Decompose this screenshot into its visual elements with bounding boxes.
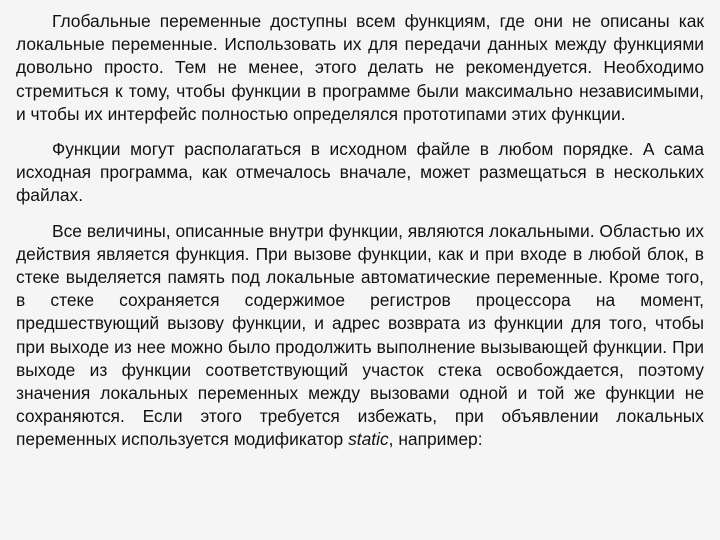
- paragraph-local-variables: [16, 220, 704, 452]
- static-keyword: static: [348, 429, 389, 450]
- document-page: [16, 10, 704, 452]
- paragraph-local-variables-text: Все величины, описанные внутри функции, являются локальными. Областью их действия является функция. При вызове функции, как и при входе в любой блок, в стеке выделяется память под локальные автоматические переменные. Кроме того, в стеке сохраняется содержимое регистров процессора на момент, предшествующий вызову функции, и адрес возврата из функции для того, чтобы при выходе из нее можно было продолжить выполнение вызывающей функции. При выходе из функции соответствующий участок стека освобождается, поэтому значения локальных переменных между вызовами одной и той же функции не сохраняются. Если этого требуется избежать, при объявлении локальных переменных используется модификатор: [16, 220, 704, 450]
- paragraph-function-order: Функции могут располагаться в исходном файле в любом порядке. А сама исходная программа, как отмечалось вначале, может размещаться в нескольких файлах.: [16, 139, 704, 206]
- paragraph-local-variables-ending: , например:: [388, 429, 483, 450]
- paragraph-global-variables: Глобальные переменные доступны всем функциям, где они не описаны как локальные переменные. Использовать их для передачи данных между функциями довольно просто. Тем не менее, этого делать не рекомендуется. Необходимо стремиться к тому, чтобы функции в программе были максимально независимыми, и чтобы их интерфейс полностью определялся прототипами этих функции.: [16, 11, 704, 124]
